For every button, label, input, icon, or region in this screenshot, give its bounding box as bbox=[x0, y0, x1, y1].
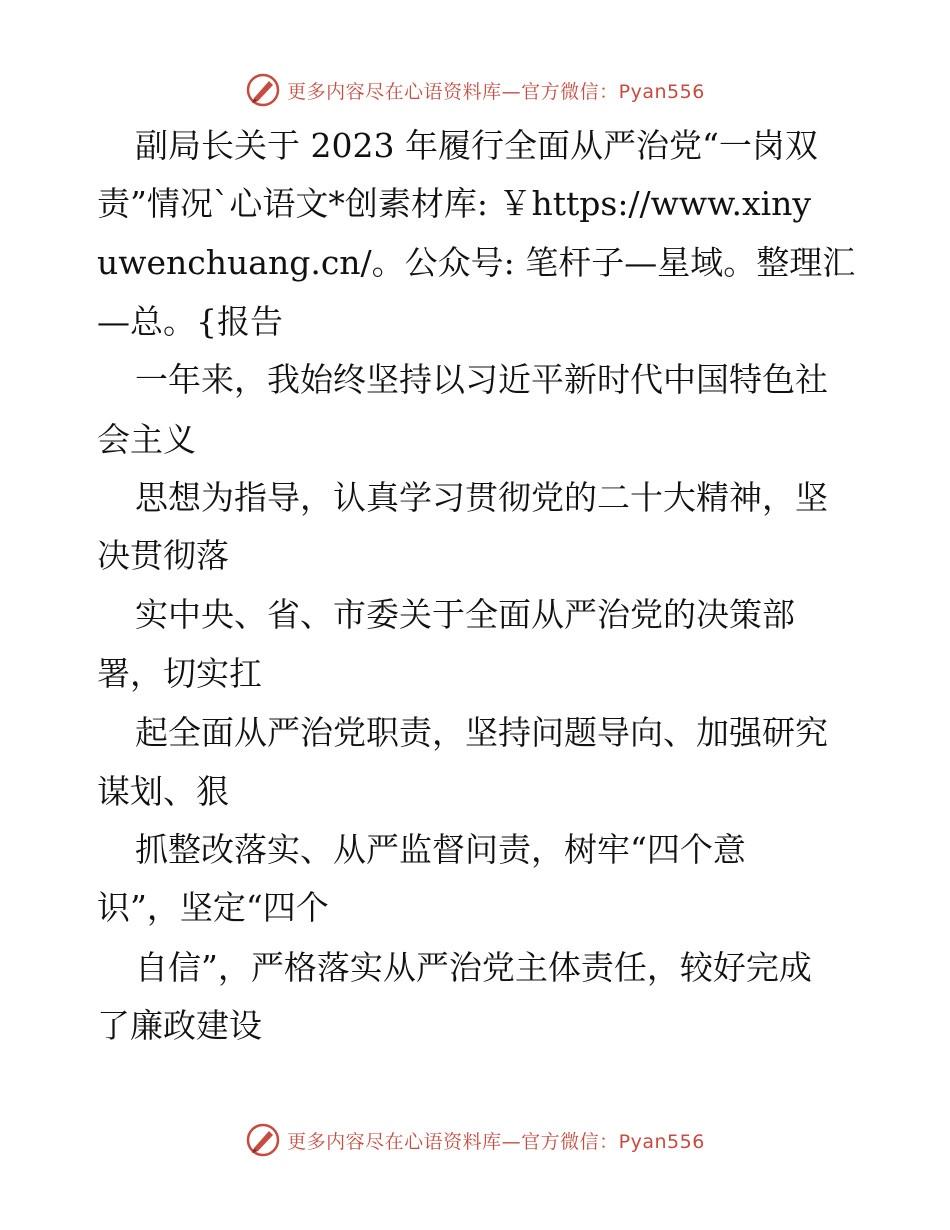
banner-text: 更多内容尽在心语资料库—官方微信：Pyan556 bbox=[287, 80, 705, 103]
doc-line: 实中央、省、市委关于全面从严治党的决策部 bbox=[135, 595, 795, 634]
doc-line: 起全面从严治党职责，坚持问题导向、加强研究 bbox=[135, 713, 828, 752]
doc-line: 决贯彻落 bbox=[97, 536, 229, 575]
doc-line: 副局长关于 2023 年履行全面从严治党“一岗双 bbox=[135, 126, 818, 165]
doc-line: 会主义 bbox=[97, 420, 196, 459]
doc-line: 一年来，我始终坚持以习近平新时代中国特色社 bbox=[135, 360, 828, 399]
doc-line: 自信”，严格落实从严治党主体责任，较好完成 bbox=[135, 948, 812, 987]
doc-line: 谋划、狠 bbox=[97, 772, 229, 811]
doc-line: 了廉政建设 bbox=[97, 1006, 262, 1045]
doc-line: 识”，坚定“四个 bbox=[97, 888, 329, 927]
doc-line: uwenchuang.cn/。公众号: 笔杆子—星域。整理汇 bbox=[97, 243, 856, 282]
pen-logo-icon bbox=[245, 1122, 281, 1158]
doc-line: 责”情况`心语文*创素材库: ￥https://www.xiny bbox=[97, 184, 812, 223]
header-banner bbox=[0, 70, 950, 110]
pen-logo-icon bbox=[245, 72, 281, 108]
footer-banner bbox=[0, 1120, 950, 1160]
doc-line: 抓整改落实、从严监督问责，树牢“四个意 bbox=[135, 830, 746, 869]
banner-text: 更多内容尽在心语资料库—官方微信：Pyan556 bbox=[287, 1130, 705, 1153]
doc-line: 署，切实扛 bbox=[97, 654, 262, 693]
doc-line: —总。{报告 bbox=[97, 302, 283, 341]
doc-line: 思想为指导，认真学习贯彻党的二十大精神，坚 bbox=[135, 478, 828, 517]
